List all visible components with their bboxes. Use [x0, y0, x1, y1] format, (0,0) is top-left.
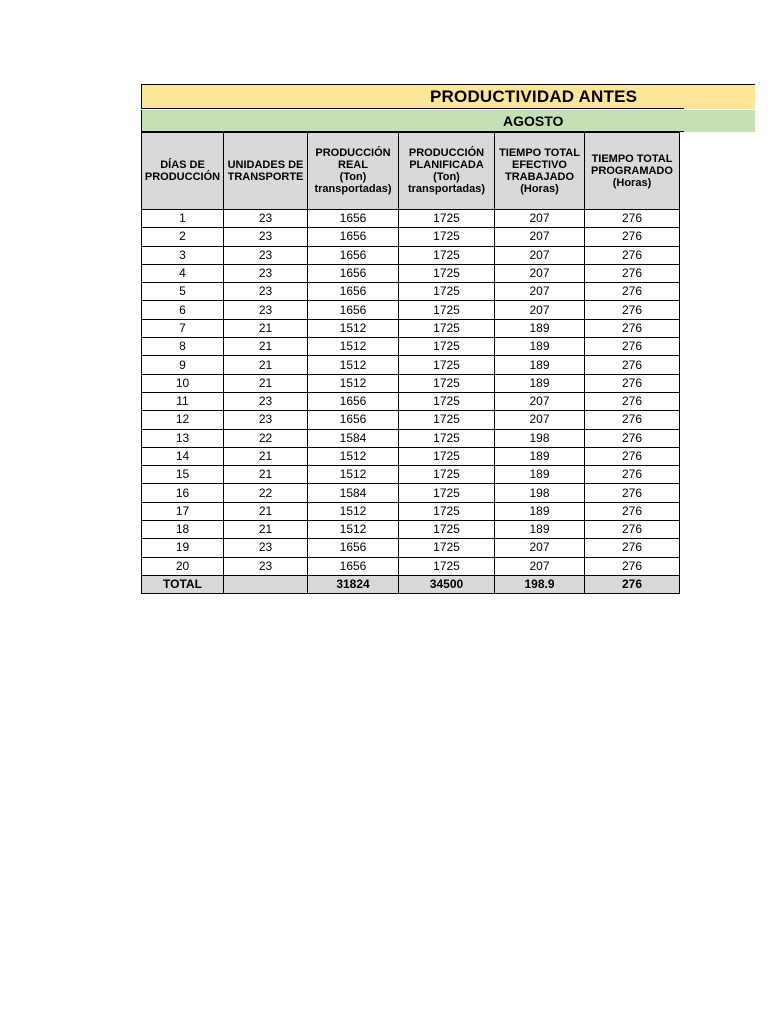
cell-produccion-planificada: 1725	[399, 246, 495, 264]
cell-tiempo-programado: 276	[585, 301, 680, 319]
cell-dia: 10	[142, 374, 224, 392]
header-dias-produccion	[142, 133, 224, 210]
total-label: TOTAL	[142, 575, 224, 593]
cell-produccion-planificada: 1725	[399, 319, 495, 337]
table-row	[142, 356, 680, 374]
cell-tiempo-efectivo: 207	[495, 557, 585, 575]
cell-unidades: 21	[224, 502, 308, 520]
cell-dia: 15	[142, 466, 224, 484]
cell-dia: 19	[142, 539, 224, 557]
cell-tiempo-efectivo: 207	[495, 283, 585, 301]
cell-produccion-planificada: 1725	[399, 374, 495, 392]
cell-produccion-real: 1656	[308, 411, 399, 429]
cell-dia: 20	[142, 557, 224, 575]
cell-tiempo-programado: 276	[585, 356, 680, 374]
cell-tiempo-efectivo: 207	[495, 301, 585, 319]
header-line: PRODUCCIÓN	[315, 147, 391, 159]
cell-unidades: 23	[224, 392, 308, 410]
cell-produccion-real: 1656	[308, 210, 399, 228]
table-body	[142, 210, 680, 594]
cell-tiempo-programado: 276	[585, 210, 680, 228]
cell-produccion-planificada: 1725	[399, 466, 495, 484]
cell-dia: 11	[142, 392, 224, 410]
cell-dia: 18	[142, 521, 224, 539]
table-row	[142, 429, 680, 447]
cell-tiempo-programado: 276	[585, 557, 680, 575]
cell-tiempo-programado: 276	[585, 374, 680, 392]
page-title: PRODUCTIVIDAD ANTES	[430, 87, 638, 106]
cell-unidades: 23	[224, 557, 308, 575]
cell-tiempo-efectivo: 189	[495, 319, 585, 337]
total-row	[142, 575, 680, 593]
table-row	[142, 521, 680, 539]
table-row	[142, 210, 680, 228]
cell-tiempo-efectivo: 207	[495, 392, 585, 410]
cell-tiempo-programado: 276	[585, 429, 680, 447]
cell-unidades: 21	[224, 319, 308, 337]
cell-tiempo-efectivo: 189	[495, 502, 585, 520]
cell-unidades: 23	[224, 228, 308, 246]
cell-produccion-real: 1512	[308, 521, 399, 539]
table-row	[142, 228, 680, 246]
header-line: TRABAJADO	[504, 171, 575, 183]
cell-dia: 7	[142, 319, 224, 337]
table-row	[142, 411, 680, 429]
cell-dia: 2	[142, 228, 224, 246]
cell-tiempo-efectivo: 207	[495, 210, 585, 228]
cell-produccion-real: 1512	[308, 466, 399, 484]
header-line: UNIDADES DE	[227, 159, 304, 171]
header-line: PLANIFICADA	[409, 159, 484, 171]
cell-tiempo-programado: 276	[585, 338, 680, 356]
cell-produccion-real: 1512	[308, 374, 399, 392]
cell-unidades: 22	[224, 429, 308, 447]
total-unidades	[224, 575, 308, 593]
cell-unidades: 23	[224, 246, 308, 264]
table-row	[142, 557, 680, 575]
cell-produccion-planificada: 1725	[399, 392, 495, 410]
cell-tiempo-efectivo: 189	[495, 374, 585, 392]
cell-dia: 13	[142, 429, 224, 447]
table-row	[142, 264, 680, 282]
cell-unidades: 22	[224, 484, 308, 502]
cell-tiempo-efectivo: 189	[495, 338, 585, 356]
header-tiempo-efectivo	[495, 133, 585, 210]
production-table	[141, 132, 680, 594]
table-row	[142, 374, 680, 392]
cell-produccion-real: 1656	[308, 264, 399, 282]
cell-produccion-planificada: 1725	[399, 557, 495, 575]
cell-dia: 1	[142, 210, 224, 228]
cell-produccion-planificada: 1725	[399, 338, 495, 356]
cell-tiempo-programado: 276	[585, 283, 680, 301]
cell-dia: 6	[142, 301, 224, 319]
cell-dia: 4	[142, 264, 224, 282]
cell-produccion-planificada: 1725	[399, 447, 495, 465]
table-row	[142, 539, 680, 557]
cell-unidades: 21	[224, 374, 308, 392]
total-tiempo-programado: 276	[585, 575, 680, 593]
header-line: TIEMPO TOTAL	[591, 153, 673, 165]
cell-dia: 12	[142, 411, 224, 429]
cell-produccion-real: 1656	[308, 301, 399, 319]
table-row	[142, 484, 680, 502]
header-unidades-transporte	[224, 133, 308, 210]
cell-tiempo-programado: 276	[585, 392, 680, 410]
month-label: AGOSTO	[503, 113, 564, 129]
cell-dia: 9	[142, 356, 224, 374]
cell-dia: 16	[142, 484, 224, 502]
cell-tiempo-efectivo: 189	[495, 521, 585, 539]
header-line: (Horas)	[520, 183, 559, 195]
cell-tiempo-efectivo: 189	[495, 356, 585, 374]
cell-unidades: 21	[224, 356, 308, 374]
cell-unidades: 23	[224, 539, 308, 557]
table-row	[142, 319, 680, 337]
cell-unidades: 23	[224, 283, 308, 301]
cell-tiempo-efectivo: 207	[495, 411, 585, 429]
header-line: PRODUCCIÓN	[144, 171, 221, 183]
header-line: transportadas)	[314, 183, 392, 195]
cell-tiempo-programado: 276	[585, 521, 680, 539]
header-line: (Ton)	[433, 171, 460, 183]
header-line: PROGRAMADO	[591, 165, 673, 177]
cell-unidades: 21	[224, 447, 308, 465]
cell-produccion-real: 1656	[308, 246, 399, 264]
cell-dia: 8	[142, 338, 224, 356]
cell-tiempo-programado: 276	[585, 228, 680, 246]
cell-tiempo-efectivo: 189	[495, 466, 585, 484]
cell-unidades: 21	[224, 521, 308, 539]
cell-produccion-real: 1584	[308, 484, 399, 502]
cell-dia: 5	[142, 283, 224, 301]
cell-produccion-planificada: 1725	[399, 228, 495, 246]
cell-produccion-planificada: 1725	[399, 539, 495, 557]
table-row	[142, 447, 680, 465]
table-row	[142, 301, 680, 319]
cell-unidades: 23	[224, 264, 308, 282]
header-line: DÍAS DE	[160, 159, 205, 171]
cell-dia: 3	[142, 246, 224, 264]
header-line: EFECTIVO	[511, 159, 567, 171]
header-line: REAL	[338, 159, 368, 171]
cell-tiempo-efectivo: 198	[495, 429, 585, 447]
header-tiempo-programado	[585, 133, 680, 210]
header-line: TRANSPORTE	[227, 171, 304, 183]
cell-tiempo-programado: 276	[585, 502, 680, 520]
cell-tiempo-programado: 276	[585, 539, 680, 557]
cell-tiempo-efectivo: 207	[495, 264, 585, 282]
header-line: TIEMPO TOTAL	[499, 147, 580, 159]
header-row	[142, 133, 680, 210]
cell-unidades: 23	[224, 301, 308, 319]
table-row	[142, 466, 680, 484]
cell-produccion-real: 1656	[308, 557, 399, 575]
cell-tiempo-efectivo: 207	[495, 246, 585, 264]
title-band	[141, 84, 755, 109]
cell-produccion-planificada: 1725	[399, 283, 495, 301]
cell-produccion-real: 1512	[308, 447, 399, 465]
cell-tiempo-programado: 276	[585, 484, 680, 502]
total-produccion-planificada: 34500	[399, 575, 495, 593]
header-line: transportadas)	[407, 183, 486, 195]
month-band	[141, 110, 755, 132]
cell-produccion-real: 1512	[308, 319, 399, 337]
header-line: PRODUCCIÓN	[408, 147, 485, 159]
cell-tiempo-efectivo: 189	[495, 447, 585, 465]
cell-produccion-real: 1656	[308, 392, 399, 410]
header-produccion-planificada	[399, 133, 495, 210]
cell-produccion-real: 1512	[308, 338, 399, 356]
cell-produccion-planificada: 1725	[399, 356, 495, 374]
cell-produccion-real: 1656	[308, 228, 399, 246]
cell-produccion-real: 1584	[308, 429, 399, 447]
cell-tiempo-programado: 276	[585, 246, 680, 264]
cell-produccion-planificada: 1725	[399, 484, 495, 502]
cell-tiempo-programado: 276	[585, 319, 680, 337]
cell-tiempo-efectivo: 207	[495, 539, 585, 557]
month-cell	[141, 110, 684, 132]
cell-tiempo-programado: 276	[585, 447, 680, 465]
cell-produccion-real: 1656	[308, 539, 399, 557]
table-row	[142, 502, 680, 520]
cell-unidades: 21	[224, 466, 308, 484]
cell-produccion-real: 1512	[308, 502, 399, 520]
cell-produccion-planificada: 1725	[399, 502, 495, 520]
cell-produccion-planificada: 1725	[399, 429, 495, 447]
cell-tiempo-programado: 276	[585, 264, 680, 282]
cell-produccion-planificada: 1725	[399, 521, 495, 539]
cell-tiempo-programado: 276	[585, 466, 680, 484]
header-line: (Ton)	[339, 171, 367, 183]
header-produccion-real	[308, 133, 399, 210]
total-produccion-real: 31824	[308, 575, 399, 593]
total-tiempo-efectivo: 198.9	[495, 575, 585, 593]
cell-produccion-real: 1512	[308, 356, 399, 374]
table-row	[142, 338, 680, 356]
table-row	[142, 392, 680, 410]
cell-tiempo-efectivo: 198	[495, 484, 585, 502]
table-row	[142, 283, 680, 301]
header-line: (Horas)	[612, 177, 652, 189]
cell-unidades: 23	[224, 210, 308, 228]
cell-tiempo-efectivo: 207	[495, 228, 585, 246]
table-row	[142, 246, 680, 264]
cell-dia: 17	[142, 502, 224, 520]
cell-unidades: 23	[224, 411, 308, 429]
cell-tiempo-programado: 276	[585, 411, 680, 429]
cell-produccion-planificada: 1725	[399, 264, 495, 282]
cell-dia: 14	[142, 447, 224, 465]
cell-produccion-planificada: 1725	[399, 210, 495, 228]
cell-produccion-real: 1656	[308, 283, 399, 301]
cell-produccion-planificada: 1725	[399, 301, 495, 319]
cell-produccion-planificada: 1725	[399, 411, 495, 429]
cell-unidades: 21	[224, 338, 308, 356]
